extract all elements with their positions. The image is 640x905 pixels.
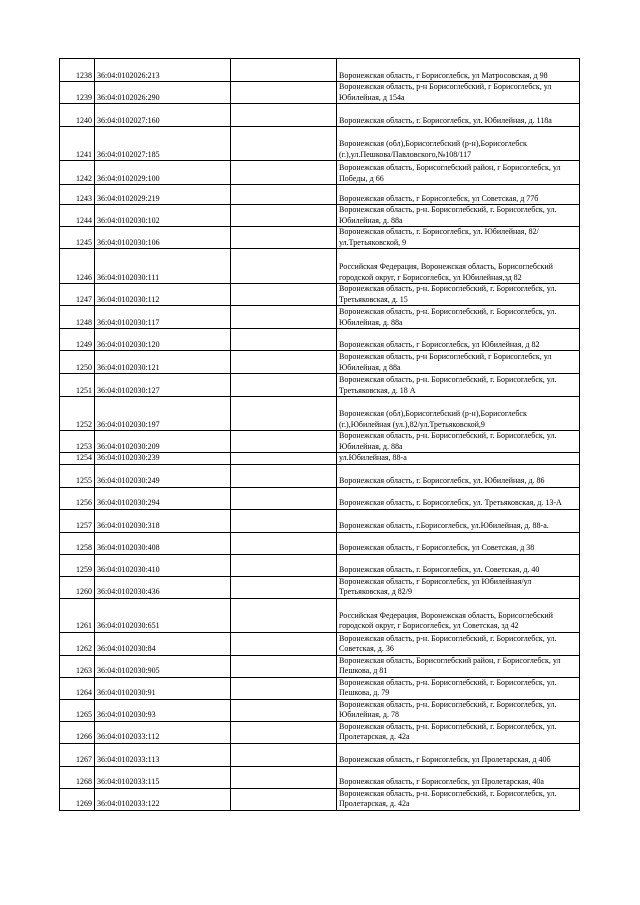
table-row: [60, 554, 580, 576]
empty-cell: [231, 464, 337, 487]
cadastral-number: 36:04:0102030:436: [95, 576, 231, 598]
table-row: [60, 329, 580, 351]
address: Воронежская область, г Борисоглебск, ул Юбилейная/ул Третьяковская, д 82/9: [337, 576, 580, 598]
cadastral-number: 36:04:0102030:905: [95, 655, 231, 677]
cadastral-number: 36:04:0102033:122: [95, 788, 231, 810]
address: Воронежская область, г.Борисоглебск, ул.Юбилейная, д. 88-а.: [337, 509, 580, 532]
row-number: 1254: [60, 453, 95, 465]
empty-cell: [231, 351, 337, 374]
empty-cell: [231, 397, 337, 431]
cadastral-number: 36:04:0102030:106: [95, 227, 231, 249]
table-row: [60, 59, 580, 82]
row-number: 1264: [60, 677, 95, 699]
row-number: 1262: [60, 632, 95, 655]
empty-cell: [231, 374, 337, 397]
empty-cell: [231, 721, 337, 743]
cadastral-number: 36:04:0102029:100: [95, 161, 231, 185]
address: Воронежская область, р-н. Борисоглебский, г. Борисоглебск, ул. Юбилейная, д. 88а: [337, 431, 580, 453]
table-row: [60, 431, 580, 453]
empty-cell: [231, 306, 337, 329]
table-row: [60, 743, 580, 766]
address: Воронежская область, г. Борисоглебск, ул. Третьяковская, д. 13-А: [337, 487, 580, 509]
cadastral-number: 36:04:0102030:209: [95, 431, 231, 453]
table-row: [60, 598, 580, 632]
empty-cell: [231, 284, 337, 306]
table-row: [60, 127, 580, 161]
cadastral-number: 36:04:0102030:294: [95, 487, 231, 509]
row-number: 1261: [60, 598, 95, 632]
address: Воронежская область, г Борисоглебск, ул Советская, д 38: [337, 532, 580, 554]
address: Воронежская область, г Борисоглебск, ул Юбилейная, д 82: [337, 329, 580, 351]
empty-cell: [231, 329, 337, 351]
row-number: 1250: [60, 351, 95, 374]
empty-cell: [231, 554, 337, 576]
empty-cell: [231, 655, 337, 677]
cadastral-number: 36:04:0102033:113: [95, 743, 231, 766]
row-number: 1265: [60, 699, 95, 721]
row-number: 1266: [60, 721, 95, 743]
row-number: 1247: [60, 284, 95, 306]
table-row: [60, 453, 580, 465]
empty-cell: [231, 453, 337, 465]
address: Воронежская область, р-н. Борисоглебский, г. Борисоглебск, ул. Третьяковская, д. 18 А: [337, 374, 580, 397]
table-row: [60, 766, 580, 788]
empty-cell: [231, 532, 337, 554]
empty-cell: [231, 509, 337, 532]
table-row: [60, 509, 580, 532]
cadastral-number: 36:04:0102030:127: [95, 374, 231, 397]
row-number: 1245: [60, 227, 95, 249]
table-row: [60, 721, 580, 743]
empty-cell: [231, 82, 337, 104]
row-number: 1249: [60, 329, 95, 351]
table-row: [60, 576, 580, 598]
registry-table: [59, 58, 580, 811]
cadastral-number: 36:04:0102030:318: [95, 509, 231, 532]
table-row: [60, 82, 580, 104]
cadastral-number: 36:04:0102033:112: [95, 721, 231, 743]
table-row: [60, 788, 580, 810]
empty-cell: [231, 249, 337, 284]
table-row: [60, 205, 580, 227]
table-row: [60, 227, 580, 249]
row-number: 1257: [60, 509, 95, 532]
address: Воронежская область, р-н. Борисоглебский, г. Борисоглебск, ул. Юбилейная, д. 78: [337, 699, 580, 721]
row-number: 1251: [60, 374, 95, 397]
cadastral-number: 36:04:0102026:213: [95, 59, 231, 82]
row-number: 1256: [60, 487, 95, 509]
cadastral-number: 36:04:0102030:239: [95, 453, 231, 465]
empty-cell: [231, 431, 337, 453]
empty-cell: [231, 127, 337, 161]
address: Воронежская (обл),Борисоглебский (р-н),Борисоглебск (г.),Юбилейная (ул.),82/ул.Третьяковской,9: [337, 397, 580, 431]
address: Воронежская область, Борисоглебский район, г Борисоглебск, ул Пешкова, д 81: [337, 655, 580, 677]
address: Воронежская область, р-н. Борисоглебский, г. Борисоглебск, ул. Третьяковская, д. 15: [337, 284, 580, 306]
row-number: 1253: [60, 431, 95, 453]
table-row: [60, 284, 580, 306]
empty-cell: [231, 632, 337, 655]
row-number: 1248: [60, 306, 95, 329]
cadastral-number: 36:04:0102030:84: [95, 632, 231, 655]
row-number: 1263: [60, 655, 95, 677]
empty-cell: [231, 487, 337, 509]
address: Воронежская область, г Борисоглебск, ул Матросовская, д 98: [337, 59, 580, 82]
table-row: [60, 677, 580, 699]
address: Воронежская область, г Борисоглебск, ул Советская, д 77б: [337, 185, 580, 205]
cadastral-number: 36:04:0102030:249: [95, 464, 231, 487]
row-number: 1243: [60, 185, 95, 205]
row-number: 1244: [60, 205, 95, 227]
row-number: 1258: [60, 532, 95, 554]
empty-cell: [231, 788, 337, 810]
cadastral-number: 36:04:0102027:160: [95, 104, 231, 127]
row-number: 1267: [60, 743, 95, 766]
cadastral-number: 36:04:0102030:410: [95, 554, 231, 576]
address: Воронежская область, г Борисоглебск, ул Пролетарская, 40а: [337, 766, 580, 788]
row-number: 1242: [60, 161, 95, 185]
table-row: [60, 249, 580, 284]
empty-cell: [231, 743, 337, 766]
row-number: 1260: [60, 576, 95, 598]
address: Воронежская область, р-н. Борисоглебский, г. Борисоглебск, ул. Пешкова, д. 79: [337, 677, 580, 699]
cadastral-number: 36:04:0102030:651: [95, 598, 231, 632]
table-row: [60, 397, 580, 431]
table-row: [60, 632, 580, 655]
table-row: [60, 655, 580, 677]
address: Воронежская область, р-н. Борисоглебский, г. Борисоглебск, ул. Пролетарская, д. 42а: [337, 721, 580, 743]
table-row: [60, 699, 580, 721]
cadastral-number: 36:04:0102026:290: [95, 82, 231, 104]
cadastral-number: 36:04:0102030:93: [95, 699, 231, 721]
row-number: 1255: [60, 464, 95, 487]
address: Воронежская область, г. Борисоглебск, ул. Юбилейная, д. 86: [337, 464, 580, 487]
address: Российская Федерация, Воронежская область, Борисоглебский городской округ, г Борисоглебск, ул Советская, зд 42: [337, 598, 580, 632]
address: Воронежская область, р-н. Борисоглебский, г. Борисоглебск, ул. Советская, д. 36: [337, 632, 580, 655]
empty-cell: [231, 598, 337, 632]
cadastral-number: 36:04:0102029:219: [95, 185, 231, 205]
empty-cell: [231, 205, 337, 227]
table-row: [60, 185, 580, 205]
row-number: 1241: [60, 127, 95, 161]
row-number: 1268: [60, 766, 95, 788]
row-number: 1259: [60, 554, 95, 576]
row-number: 1252: [60, 397, 95, 431]
cadastral-number: 36:04:0102030:91: [95, 677, 231, 699]
table-row: [60, 306, 580, 329]
address: Воронежская область, Борисоглебский район, г Борисоглебск, ул Победы, д 66: [337, 161, 580, 185]
address: Воронежская область, р-н. Борисоглебский, г. Борисоглебск, ул. Юбилейная, д. 88а: [337, 205, 580, 227]
cadastral-number: 36:04:0102030:408: [95, 532, 231, 554]
table-row: [60, 487, 580, 509]
cadastral-number: 36:04:0102030:102: [95, 205, 231, 227]
address: Воронежская (обл),Борисоглебский (р-н),Борисоглебск (г.),ул.Пешкова/Павловского,№108/117: [337, 127, 580, 161]
row-number: 1239: [60, 82, 95, 104]
address: Воронежская область, р-н. Борисоглебский, г. Борисоглебск, ул. Пролетарская, д. 42а: [337, 788, 580, 810]
table-row: [60, 532, 580, 554]
empty-cell: [231, 766, 337, 788]
table-row: [60, 351, 580, 374]
row-number: 1269: [60, 788, 95, 810]
cadastral-number: 36:04:0102033:115: [95, 766, 231, 788]
address: Воронежская область, г. Борисоглебск, ул. Юбилейная, д. 118а: [337, 104, 580, 127]
empty-cell: [231, 104, 337, 127]
cadastral-number: 36:04:0102030:117: [95, 306, 231, 329]
address: ул.Юбилейная, 88-а: [337, 453, 580, 465]
cadastral-number: 36:04:0102030:120: [95, 329, 231, 351]
empty-cell: [231, 677, 337, 699]
empty-cell: [231, 161, 337, 185]
address: Воронежская область, р-н Борисоглебский, г Борисоглебск, ул Юбилейная, д 154а: [337, 82, 580, 104]
cadastral-number: 36:04:0102030:112: [95, 284, 231, 306]
address: Российская Федерация, Воронежская область, Борисоглебский городской округ, г Борисоглебск, ул Юбилейная,зд 82: [337, 249, 580, 284]
row-number: 1246: [60, 249, 95, 284]
table-row: [60, 374, 580, 397]
cadastral-number: 36:04:0102030:111: [95, 249, 231, 284]
address: Воронежская область, р-н. Борисоглебский, г. Борисоглебск, ул. Юбилейная, д. 88а: [337, 306, 580, 329]
empty-cell: [231, 59, 337, 82]
cadastral-number: 36:04:0102027:185: [95, 127, 231, 161]
registry-table-body: [60, 59, 580, 811]
address: Воронежская область, г. Борисоглебск, ул. Советская, д. 40: [337, 554, 580, 576]
address: Воронежская область, г. Борисоглебск, ул. Юбилейная, 82/ул.Третьяковской, 9: [337, 227, 580, 249]
address: Воронежская область, г Борисоглебск, ул Пролетарская, д 40б: [337, 743, 580, 766]
cadastral-number: 36:04:0102030:121: [95, 351, 231, 374]
address: Воронежская область, р-н Борисоглебский, г Борисоглебск, ул Юбилейная, д 88а: [337, 351, 580, 374]
empty-cell: [231, 576, 337, 598]
empty-cell: [231, 185, 337, 205]
table-row: [60, 464, 580, 487]
cadastral-number: 36:04:0102030:197: [95, 397, 231, 431]
table-row: [60, 104, 580, 127]
row-number: 1240: [60, 104, 95, 127]
empty-cell: [231, 227, 337, 249]
table-row: [60, 161, 580, 185]
row-number: 1238: [60, 59, 95, 82]
empty-cell: [231, 699, 337, 721]
